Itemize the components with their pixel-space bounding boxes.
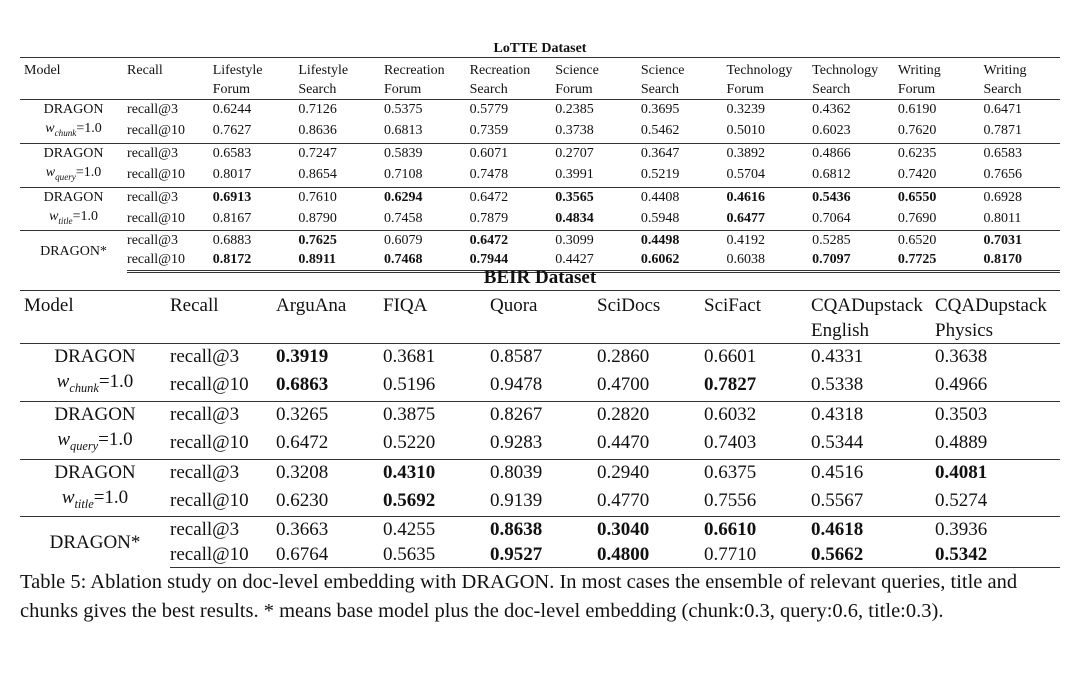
table-cell: 0.7478 <box>469 167 509 183</box>
column-header-sub: Forum <box>213 80 299 100</box>
weight-setting <box>20 427 170 459</box>
column-header-sub: English <box>811 318 935 344</box>
column-header: Science <box>555 58 641 81</box>
table-cell: 0.7064 <box>812 210 851 226</box>
table-cell: 0.3040 <box>597 517 704 543</box>
table-row <box>20 459 1060 488</box>
table-cell: 0.8654 <box>298 167 337 183</box>
table-cell: 0.4866 <box>812 143 898 165</box>
recall-metric: recall@10 <box>170 374 249 396</box>
weight-subscript: title <box>58 215 73 226</box>
weight-symbol: $w_{query}$ <box>57 428 99 453</box>
table-cell: 0.6230 <box>276 489 329 511</box>
table-cell: 0.4470 <box>597 432 650 454</box>
table-cell: 0.5220 <box>383 432 436 454</box>
weight-symbol: $w_{title}$ <box>61 486 94 511</box>
recall-metric: recall@3 <box>127 143 213 165</box>
table-cell: 0.9527 <box>490 542 597 568</box>
recall-metric: recall@3 <box>127 187 213 209</box>
weight-symbol: $w_{chunk}$ <box>56 371 99 395</box>
column-header-recall: Recall <box>127 58 213 81</box>
table-cell: 0.8039 <box>490 459 597 488</box>
table-cell: 0.6520 <box>898 231 984 251</box>
table-cell: 0.4889 <box>935 432 988 454</box>
weight-value: =1.0 <box>93 486 129 508</box>
table-cell: 0.9139 <box>490 489 543 511</box>
table-cell: 0.4255 <box>383 517 490 543</box>
table-cell: 0.7725 <box>898 250 984 272</box>
table-cell: 0.4770 <box>597 489 650 511</box>
table-cell: 0.3239 <box>726 102 766 117</box>
column-header-model: Model <box>20 58 127 81</box>
weight-subscript: title <box>74 496 94 511</box>
table-cell: 0.6583 <box>213 143 299 165</box>
column-header: ArguAna <box>276 291 383 319</box>
table-cell: 0.6071 <box>470 143 556 165</box>
table-cell: 0.4362 <box>812 102 851 117</box>
column-header-sub <box>597 318 704 344</box>
table-cell: 0.7690 <box>897 210 937 226</box>
table-cell: 0.3991 <box>555 167 594 183</box>
column-header: Lifestyle <box>213 58 299 81</box>
column-header: FIQA <box>383 291 490 319</box>
table-cell: 0.7627 <box>212 123 252 139</box>
table-cell: 0.3638 <box>935 346 988 367</box>
table-cell: 0.2940 <box>597 459 704 488</box>
table-cell: 0.5779 <box>469 102 509 117</box>
table-cell: 0.5948 <box>640 210 680 226</box>
model-label: DRAGON* <box>49 532 141 554</box>
model-name <box>20 100 127 144</box>
table-cell: 0.6023 <box>812 123 851 139</box>
lotte-table <box>20 40 1060 273</box>
table-cell: 0.6472 <box>470 231 556 251</box>
table-cell: 0.8587 <box>490 346 543 367</box>
table-cell: 0.5344 <box>811 432 864 454</box>
column-header-sub: Forum <box>384 80 470 100</box>
column-header: Quora <box>490 291 597 319</box>
table-row <box>20 401 1060 430</box>
recall-metric: recall@10 <box>127 123 186 139</box>
weight-value: =1.0 <box>72 208 98 224</box>
table-cell: 0.3663 <box>276 517 383 543</box>
table-cell: 0.5274 <box>935 489 988 511</box>
table-cell: 0.3695 <box>640 102 680 117</box>
table-cell: 0.3919 <box>276 346 329 367</box>
table-cell: 0.6812 <box>812 167 851 183</box>
table-cell: 0.7420 <box>897 167 937 183</box>
column-header-sub: Search <box>298 80 384 100</box>
column-header: Science <box>641 58 727 81</box>
table-cell: 0.6471 <box>983 102 1022 117</box>
table-cell: 0.5462 <box>640 123 680 139</box>
table-row <box>20 165 1060 187</box>
table-cell: 0.3892 <box>727 143 813 165</box>
model-name <box>20 517 170 568</box>
column-header: Writing <box>983 58 1060 81</box>
recall-metric: recall@3 <box>170 401 276 430</box>
table-cell: 0.2385 <box>555 102 594 117</box>
table-row <box>20 187 1060 209</box>
table-cell: 0.6813 <box>383 123 423 139</box>
table-cell: 0.4331 <box>811 346 864 367</box>
column-header-sub: Forum <box>555 80 641 100</box>
table-row <box>20 488 1060 517</box>
weight-symbol: $w_{chunk}$ <box>45 121 77 138</box>
table-cell: 0.7097 <box>812 250 898 272</box>
table-cell: 0.3647 <box>641 143 727 165</box>
beir-table <box>20 266 1060 568</box>
table-cell: 0.7126 <box>298 102 337 117</box>
table-row <box>20 143 1060 165</box>
table-cell: 0.9478 <box>490 374 543 396</box>
table-row <box>20 231 1060 251</box>
weight-subscript: query <box>70 438 99 453</box>
table-cell: 0.8267 <box>490 401 597 430</box>
table-cell: 0.8167 <box>212 210 252 226</box>
table-cell: 0.4616 <box>727 187 813 209</box>
table-cell: 0.3936 <box>935 517 1060 543</box>
table-cell: 0.7108 <box>383 167 423 183</box>
table-cell: 0.8790 <box>298 210 337 226</box>
table-cell: 0.4192 <box>727 231 813 251</box>
table-cell: 0.7403 <box>704 432 757 454</box>
table-cell: 0.6550 <box>898 187 984 209</box>
weight-subscript: query <box>55 171 76 182</box>
table-cell: 0.4618 <box>811 517 935 543</box>
table-cell: 0.9283 <box>490 432 543 454</box>
table-cell: 0.3875 <box>383 401 490 430</box>
table-cell: 0.4700 <box>597 374 650 396</box>
table-cell: 0.5704 <box>726 167 766 183</box>
model-name <box>20 344 170 402</box>
recall-metric: recall@3 <box>127 102 179 117</box>
table-cell: 0.5662 <box>811 542 935 568</box>
column-header: Technology <box>812 58 898 81</box>
header-spacer <box>127 80 213 100</box>
table-cell: 0.5196 <box>383 374 436 396</box>
column-header: Technology <box>727 58 813 81</box>
table-cell: 0.7827 <box>704 374 757 396</box>
table-cell: 0.6610 <box>704 517 811 543</box>
column-header: SciDocs <box>597 291 704 319</box>
weight-setting <box>20 163 127 187</box>
table-cell: 0.3681 <box>383 346 436 367</box>
table-cell: 0.8638 <box>490 517 597 543</box>
table-cell: 0.7620 <box>897 123 937 139</box>
table-cell: 0.7625 <box>298 231 384 251</box>
column-header-sub: Physics <box>935 318 1060 344</box>
table-cell: 0.7468 <box>384 250 470 272</box>
table-cell: 0.5692 <box>383 489 436 511</box>
column-header-sub: Search <box>641 80 727 100</box>
table-cell: 0.5375 <box>383 102 423 117</box>
table-cell: 0.7656 <box>983 167 1022 183</box>
table-cell: 0.8011 <box>983 210 1022 226</box>
model-name <box>20 187 127 231</box>
table-cell: 0.4834 <box>555 210 594 226</box>
model-label: DRAGON <box>43 189 104 205</box>
column-header-recall: Recall <box>170 291 276 319</box>
table-cell: 0.5219 <box>640 167 680 183</box>
weight-symbol: $w_{query}$ <box>45 164 76 182</box>
table-cell: 0.6583 <box>983 143 1060 165</box>
recall-metric: recall@10 <box>127 210 186 226</box>
column-header-sub: Forum <box>727 80 813 100</box>
table-cell: 0.6863 <box>276 374 329 396</box>
weight-setting <box>20 207 127 231</box>
table-cell: 0.6913 <box>213 187 299 209</box>
table-title: LoTTE Dataset <box>493 41 587 56</box>
table-cell: 0.2820 <box>597 401 704 430</box>
recall-metric: recall@10 <box>170 489 249 511</box>
model-label: DRAGON <box>54 461 136 483</box>
table-cell: 0.7944 <box>470 250 556 272</box>
column-header-sub: Search <box>983 80 1060 100</box>
weight-value: =1.0 <box>75 164 102 180</box>
table-cell: 0.5010 <box>726 123 766 139</box>
recall-metric: recall@10 <box>127 250 213 272</box>
table-row <box>20 121 1060 143</box>
table-cell: 0.4310 <box>383 459 490 488</box>
table-cell: 0.7458 <box>383 210 423 226</box>
table-cell: 0.3265 <box>276 401 383 430</box>
table-cell: 0.6190 <box>897 102 937 117</box>
table-cell: 0.6062 <box>641 250 727 272</box>
table-row <box>20 517 1060 543</box>
table-row <box>20 430 1060 459</box>
table-row <box>20 372 1060 401</box>
weight-setting <box>20 369 170 401</box>
table-cell: 0.8911 <box>298 250 384 272</box>
column-header-sub: Forum <box>898 80 984 100</box>
column-header-sub <box>276 318 383 344</box>
model-name <box>20 143 127 187</box>
table-row <box>20 100 1060 122</box>
weight-symbol: $w_{title}$ <box>49 208 73 226</box>
weight-setting <box>20 119 127 143</box>
model-label: DRAGON <box>54 403 136 425</box>
table-cell: 0.2707 <box>555 143 641 165</box>
table-caption: Table 5: Ablation study on doc-level embedding with DRAGON. In most cases the ensemble of relevant queries, title and chunks gives the best results. * means base model plus the doc-level embedding (chunk:0.3, query:0.6, title:0.3). <box>20 571 1018 622</box>
table-cell: 0.6928 <box>983 187 1060 209</box>
table-cell: 0.6883 <box>213 231 299 251</box>
model-name <box>20 459 170 517</box>
table-cell: 0.8017 <box>212 167 252 183</box>
table-cell: 0.5839 <box>384 143 470 165</box>
table-cell: 0.3738 <box>555 123 594 139</box>
model-label: DRAGON* <box>40 244 107 260</box>
recall-metric: recall@3 <box>170 346 240 367</box>
column-header-sub: Search <box>812 80 898 100</box>
table-cell: 0.5338 <box>811 374 864 396</box>
recall-metric: recall@10 <box>170 432 249 454</box>
table-cell: 0.6764 <box>276 542 383 568</box>
table-cell: 0.6472 <box>470 187 556 209</box>
weight-value: =1.0 <box>98 428 133 450</box>
header-spacer <box>20 80 127 100</box>
column-header-sub <box>704 318 811 344</box>
table-cell: 0.7610 <box>298 187 384 209</box>
table-cell: 0.4427 <box>555 250 641 272</box>
column-header: Writing <box>898 58 984 81</box>
table-cell: 0.8170 <box>983 250 1060 272</box>
table-cell: 0.5436 <box>812 187 898 209</box>
table-cell: 0.7879 <box>469 210 509 226</box>
table-row <box>20 542 1060 568</box>
table-cell: 0.6472 <box>276 432 329 454</box>
column-header: Recreation <box>384 58 470 81</box>
table-cell: 0.6079 <box>384 231 470 251</box>
column-header-sub <box>383 318 490 344</box>
table-cell: 0.4498 <box>641 231 727 251</box>
table-cell: 0.7710 <box>704 542 811 568</box>
table-cell: 0.4318 <box>811 401 935 430</box>
weight-value: =1.0 <box>76 121 102 136</box>
table-row <box>20 209 1060 231</box>
recall-metric: recall@3 <box>170 459 276 488</box>
model-label: DRAGON <box>43 102 104 117</box>
weight-setting <box>20 485 170 517</box>
table-cell: 0.3565 <box>555 187 641 209</box>
table-cell: 0.7556 <box>704 489 757 511</box>
table-cell: 0.6032 <box>704 401 811 430</box>
table-cell: 0.4966 <box>935 374 988 396</box>
model-label: DRAGON <box>43 145 104 161</box>
table-cell: 0.3503 <box>935 401 1060 430</box>
column-header: CQADupstack <box>935 291 1060 319</box>
header-spacer <box>20 318 170 344</box>
table-cell: 0.6038 <box>727 250 813 272</box>
recall-metric: recall@10 <box>127 167 186 183</box>
column-header-sub <box>490 318 597 344</box>
column-header: Lifestyle <box>298 58 384 81</box>
table-cell: 0.4408 <box>641 187 727 209</box>
model-label: DRAGON <box>54 346 136 367</box>
table-cell: 0.8636 <box>298 123 337 139</box>
table-cell: 0.7871 <box>983 123 1022 139</box>
model-name <box>20 401 170 459</box>
table-title: BEIR Dataset <box>483 267 597 288</box>
table-cell: 0.6375 <box>704 459 811 488</box>
table-cell: 0.4081 <box>935 459 1060 488</box>
column-header: CQADupstack <box>811 291 935 319</box>
weight-value: =1.0 <box>98 371 134 392</box>
table-cell: 0.5342 <box>935 542 1060 568</box>
table-cell: 0.7031 <box>983 231 1060 251</box>
table-cell: 0.8172 <box>213 250 299 272</box>
recall-metric: recall@10 <box>170 542 276 568</box>
table-cell: 0.3099 <box>555 231 641 251</box>
table-cell: 0.7359 <box>469 123 509 139</box>
table-cell: 0.7247 <box>298 143 384 165</box>
recall-metric: recall@3 <box>127 231 213 251</box>
table-cell: 0.4800 <box>597 542 704 568</box>
table-cell: 0.6477 <box>726 210 766 226</box>
table-cell: 0.5567 <box>811 489 864 511</box>
recall-metric: recall@3 <box>170 517 276 543</box>
header-spacer <box>170 318 276 344</box>
table-cell: 0.3208 <box>276 459 383 488</box>
table-cell: 0.6601 <box>704 346 757 367</box>
table-cell: 0.4516 <box>811 459 935 488</box>
table-cell: 0.6235 <box>898 143 984 165</box>
table-cell: 0.5285 <box>812 231 898 251</box>
column-header: Recreation <box>470 58 556 81</box>
column-header-model: Model <box>20 291 170 319</box>
table-cell: 0.6294 <box>384 187 470 209</box>
table-cell: 0.6244 <box>212 102 252 117</box>
table-cell: 0.5635 <box>383 542 490 568</box>
weight-subscript: chunk <box>69 380 99 395</box>
column-header: SciFact <box>704 291 811 319</box>
table-cell: 0.2860 <box>597 346 650 367</box>
column-header-sub: Search <box>470 80 556 100</box>
weight-subscript: chunk <box>54 127 77 138</box>
table-row <box>20 344 1060 373</box>
